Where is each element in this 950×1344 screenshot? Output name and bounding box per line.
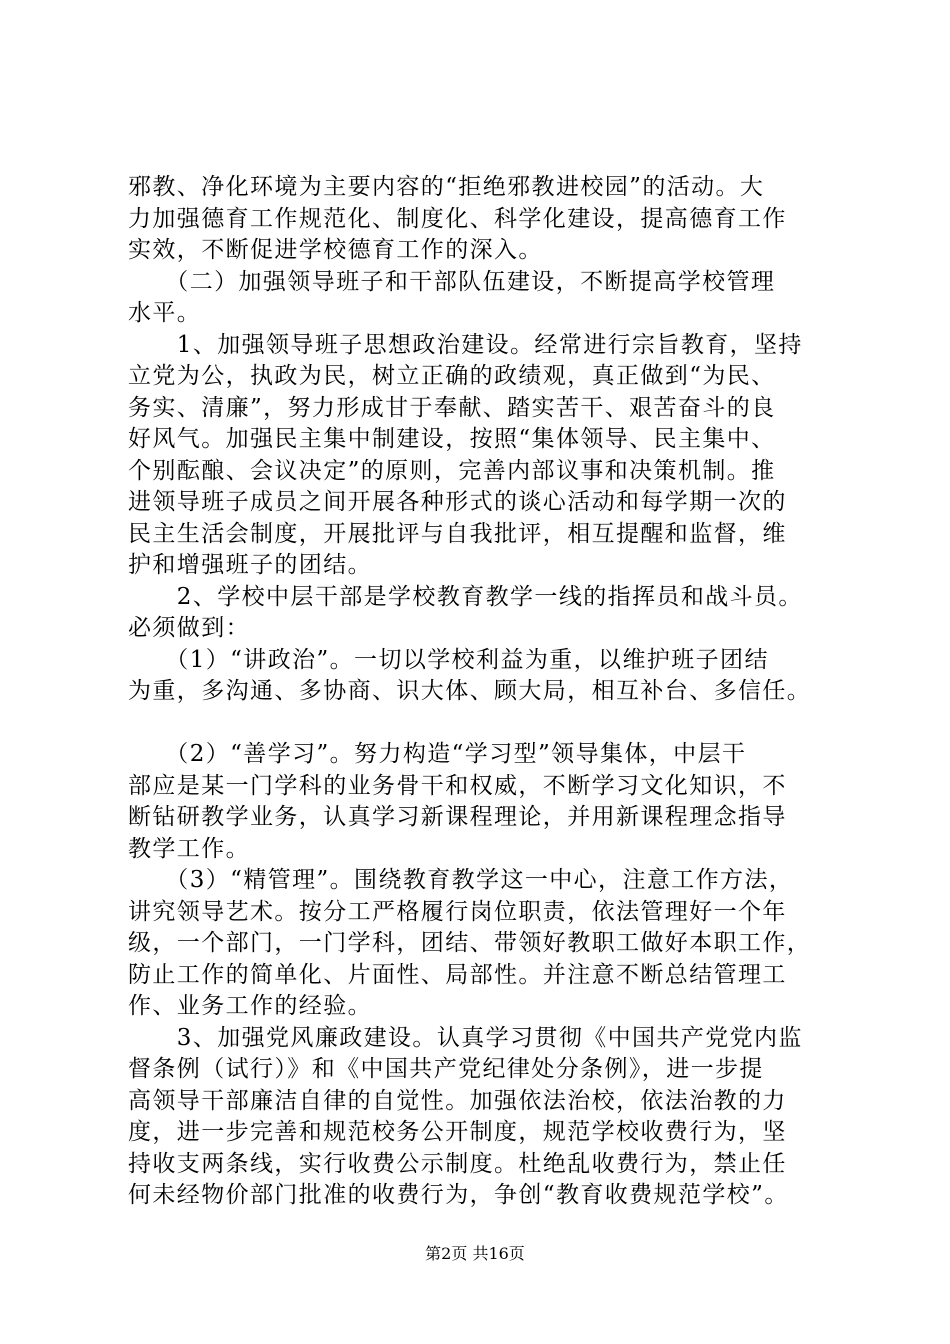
text-line: 护和增强班子的团结。 [128,552,372,578]
text-line: 好风气。加强民主集中制建设，按照“集体领导、民主集中、 [128,426,776,452]
text-line: 高领导干部廉洁自律的自觉性。加强依法治校，依法治教的力 [128,1087,787,1114]
text-line: 水平。 [128,300,202,326]
text-line: 2、学校中层干部是学校教育教学一线的指挥员和战斗员。 [128,583,803,610]
text-line: 教学工作。 [128,835,250,862]
text-line: 立党为公，执政为民，树立正确的政绩观，真正做到“为民、 [128,363,776,389]
text-line: 民主生活会制度，开展批评与自我批评，相互提醒和监督，维 [128,520,787,547]
text-line: 进领导班子成员之间开展各种形式的谈心活动和每学期一次的 [128,489,787,515]
text-line: 作、业务工作的经验。 [128,993,372,1019]
document-body [128,172,832,1212]
text-line: 3、加强党风廉政建设。认真学习贯彻《中国共产党党内监 [128,1024,803,1051]
text-line: 度，进一步完善和规范校务公开制度，规范学校收费行为，坚 [128,1119,787,1145]
text-line: 邪教、净化环境为主要内容的“拒绝邪教进校园”的活动。大 [128,174,765,200]
text-line: （3）“精管理”。围绕教育教学这一中心，注意工作方法， [128,867,794,893]
text-line: 防止工作的简单化、片面性、局部性。并注意不断总结管理工 [128,961,787,988]
text-line: 部应是某一门学科的业务骨干和权威，不断学习文化知识，不 [128,772,787,799]
text-line: 个别酝酿、会议决定”的原则，完善内部议事和决策机制。推 [128,457,776,484]
text-line: 务实、清廉”，努力形成甘于奉献、踏实苦干、艰苦奋斗的良 [128,394,776,421]
text-line: 级，一个部门，一门学科，团结、带领好教职工做好本职工作， [128,930,812,956]
text-line: （2）“善学习”。努力构造“学习型”领导集体，中层干 [128,741,747,767]
text-line: 1、加强领导班子思想政治建设。经常进行宗旨教育，坚持 [128,331,803,358]
text-line: 为重，多沟通、多协商、识大体、顾大局，相互补台、多信任。 [128,678,812,704]
text-line: 力加强德育工作规范化、制度化、科学化建设，提高德育工作 [128,205,787,232]
text-line: 讲究领导艺术。按分工严格履行岗位职责，依法管理好一个年 [128,898,787,925]
text-line: （二）加强领导班子和干部队伍建设，不断提高学校管理 [128,268,776,295]
text-line: 实效，不断促进学校德育工作的深入。 [128,237,543,263]
text-line: 断钻研教学业务，认真学习新课程理论，并用新课程理念指导 [128,804,787,830]
text-line: 何未经物价部门批准的收费行为，争创“教育收费规范学校”。 [128,1182,789,1208]
text-line: 必须做到： [128,615,250,641]
text-line: 持收支两条线，实行收费公示制度。杜绝乱收费行为，禁止任 [128,1150,787,1177]
page-footer: 第2页 共16页 [425,1244,525,1263]
text-line: （1）“讲政治”。一切以学校利益为重，以维护班子团结 [128,646,769,673]
text-line [128,708,832,740]
text-line: 督条例（试行）》和《中国共产党纪律处分条例》，进一步提 [128,1056,764,1082]
